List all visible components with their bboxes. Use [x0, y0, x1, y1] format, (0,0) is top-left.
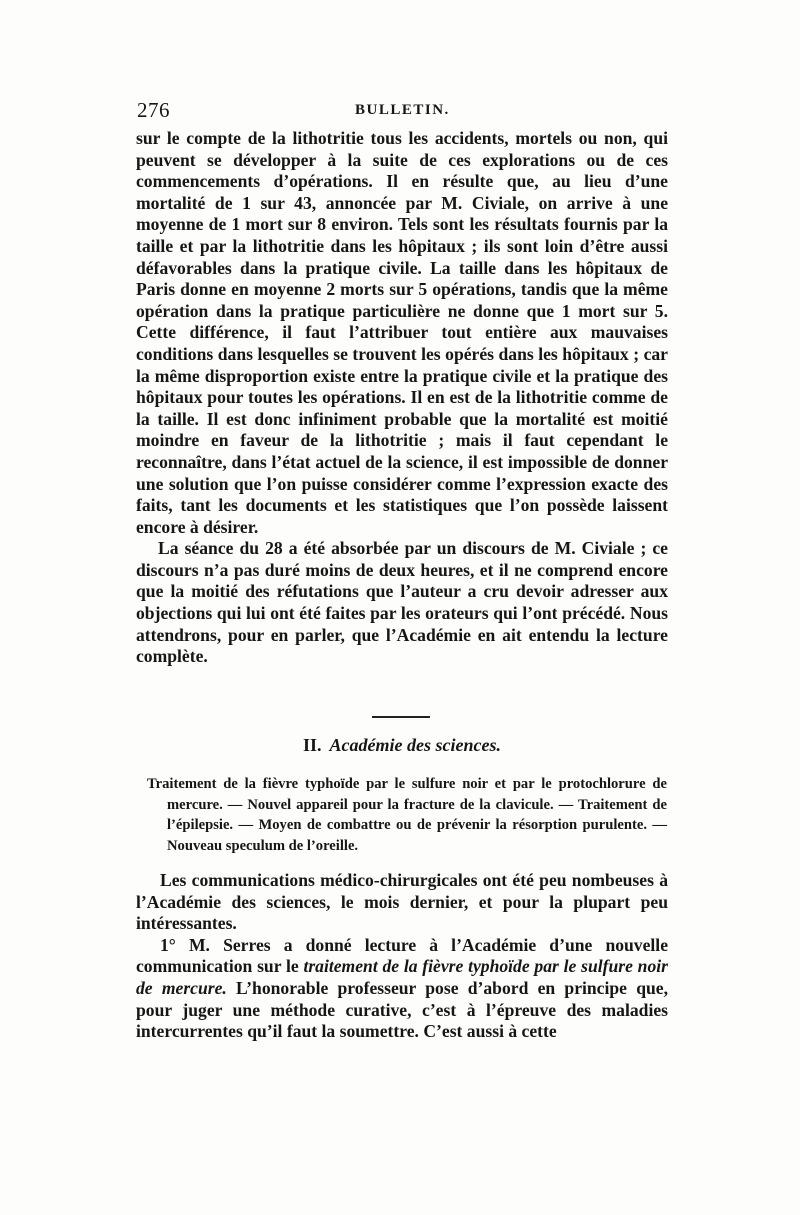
running-title: BULLETIN. [355, 102, 450, 118]
section-number: II. [303, 735, 322, 755]
section-divider [372, 716, 430, 718]
section-summary: Traitement de la fièvre typhoïde par le sulfure noir et par le protochlorure de mercure. — Nouvel appareil pour la fracture de la clavicule. — Traitement de l’épilepsie. — Moyen de combattre ou de prévenir la résorption purulente. — Nouveau speculum de l’oreille. [147, 776, 667, 854]
paragraph-4-start: 1° M. Serres a donné lecture à l’Académie d’une nouvelle communication sur le [136, 934, 668, 977]
paragraph-1: sur le compte de la lithotritie tous les accidents, mortels ou non, qui peuvent se développer à la suite de ces explorations ou de ces commencements d’opérations. Il en résulte que, au lieu d’une mortalité de 1 sur 43, annoncée par M. Civiale, on arrive à une moyenne de 1 mort sur 8 environ. Tels sont les résultats fournis par la taille et par la lithotritie dans les hôpitaux ; ils sont loin d’être aussi défavorables dans la pratique civile. La taille dans les hôpitaux de Paris donne en moyenne 2 morts sur 5 opérations, tandis que la même opération dans la pratique particulière ne donne que 1 mort sur 5. Cette différence, il faut l’attribuer tout entière aux mauvaises conditions dans lesquelles se trouvent les opérés dans les hôpitaux ; car la même disproportion existe entre la pratique civile et la pratique des hôpitaux pour toutes les opérations. Il en est de la lithotritie comme de la taille. Il est donc infiniment probable que la mortalité est moitié moindre en faveur de la lithotritie ; mais il faut cependant le reconnaître, dans l’état actuel de la science, il est impossible de donner une solution que l’on puisse considérer comme l’expression exacte des faits, tant les documents et les statistiques que l’on possède laissent encore à désirer. [136, 128, 668, 537]
page-number: 276 [137, 98, 170, 122]
paragraph-4-italic-title: traitement de la fièvre typhoïde par le sulfure noir de mercure. [136, 956, 668, 998]
paragraph-4-end: L’honorable professeur pose d’abord en principe que, pour juger une méthode curative, c’est à l’épreuve des maladies intercurrentes qu’il faut la soumettre. C’est aussi à cette [136, 977, 668, 1042]
body-text-block-2 [136, 870, 668, 1043]
paragraph-3: Les communications médico-chirurgicales ont été peu nombeuses à l’Académie des sciences, le mois dernier, et pour la plupart peu intéressantes. [136, 870, 668, 934]
paragraph-2: La séance du 28 a été absorbée par un discours de M. Civiale ; ce discours n’a pas duré moins de deux heures, et il ne comprend encore que la moitié des réfutations que l’auteur a cru devoir adresser aux objections qui lui ont été faites par les orateurs qui l’ont précédé. Nous attendrons, pour en parler, que l’Académie en ait entendu la lecture complète. [136, 538, 668, 667]
body-text-block-1 [136, 128, 668, 668]
section-heading [136, 735, 668, 756]
running-head [137, 98, 667, 122]
section-title: Académie des sciences. [329, 735, 501, 755]
paragraph-4 [136, 935, 668, 1043]
